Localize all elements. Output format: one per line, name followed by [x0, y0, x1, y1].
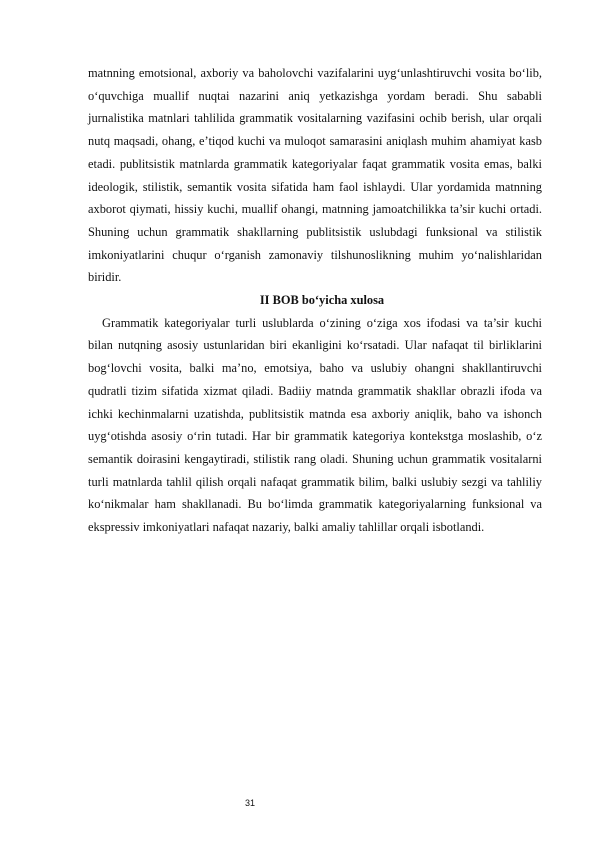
body-paragraph-continuation: matnning emotsional, axboriy va baholovchi vazifalarini uyg‘unlashtiruvchi vosita bo‘lib, o‘quvchiga muallif nuqtai nazarini aniq yetkazishga yordam beradi. Shu sababli jurnalistika matnlari tahlilida grammatik vositalarning vazifasini ochib berish, ular orqali nutq maqsadi, ohang, e’tiqod kuchi va muloqot samarasini aniqlash muhim ahamiyat kasb etadi. publitsistik matnlarda grammatik kategoriyalar faqat grammatik vosita emas, balki ideologik, stilistik, semantik vosita sifatida ham faol ishlaydi. Ular yordamida matnning axborot qiymati, hissiy kuchi, muallif ohangi, matnning jamoatchilikka ta’sir kuchi ortadi. Shuning uchun grammatik shakllarning publitsistik uslubdagi funksional va stilistik imkoniyatlarini chuqur o‘rganish zamonaviy tilshunoslikning muhim yo‘nalishlaridan biridir.: [88, 66, 542, 285]
document-page: [88, 62, 542, 539]
page-number: 31: [245, 798, 256, 808]
section-heading: II BOB bo‘yicha xulosa: [259, 293, 385, 308]
body-paragraph-conclusion: Grammatik kategoriyalar turli uslublarda o‘zining o‘ziga xos ifodasi va ta’sir kuchi bilan nutqning asosiy ustunlaridan biri ekanligini ko‘rsatadi. Ular nafaqat til birliklarini bog‘lovchi vosita, balki ma’no, emotsiya, baho va uslubiy ohangni shakllantiruvchi qudratli tizim sifatida xizmat qiladi. Badiiy matnda grammatik shakllar obrazli ifoda va ichki kechinmalarni uzatishda, publitsistik matnda esa axboriy aniqlik, baho va ishonch uyg‘otishda asosiy o‘rin tutadi. Har bir grammatik kategoriya kontekstga moslashib, o‘z semantik doirasini kengaytiradi, stilistik rang oladi. Shuning uchun grammatik vositalarni turli matnlarda tahlil qilish orqali nafaqat grammatik bilim, balki uslubiy sezgi va tahliliy ko‘nikmalar ham shakllanadi. Bu bo‘limda grammatik kategoriyalarning funksional va ekspressiv imkoniyatlari nafaqat nazariy, balki amaliy tahlillar orqali isbotlandi.: [88, 315, 542, 535]
